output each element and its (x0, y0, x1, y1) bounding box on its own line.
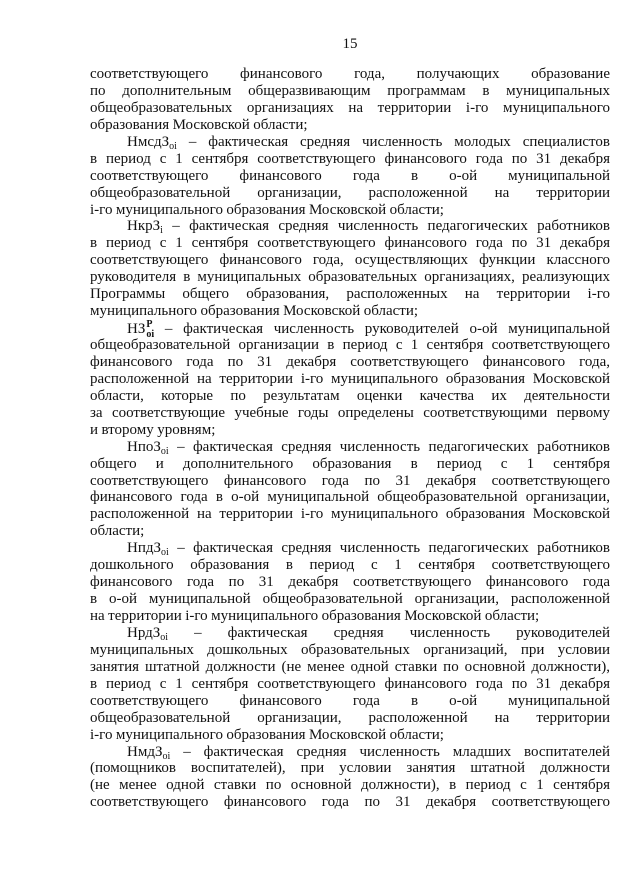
paragraph-continuation (90, 66, 610, 134)
text-line (90, 151, 610, 168)
line-text: – фактическая численность руководителей о-ой муниципальной (164, 321, 610, 338)
line-text: общеобразовательной организации в период с 1 сентября соответствующего (90, 337, 610, 353)
definition-young-specialists (90, 134, 610, 219)
definition-class-teachers (90, 218, 610, 320)
line-text: общеобразовательной организации, расположенной на территории (90, 709, 610, 726)
symbol-base: НмсдЗ (127, 133, 170, 150)
text-line (90, 659, 610, 676)
line-text: в период с 1 сентября соответствующего финансового года по 31 декабря (90, 675, 610, 692)
text-line (90, 388, 610, 405)
text-line (90, 303, 610, 320)
line-text: в период с 1 сентября соответствующего финансового года по 31 декабря (90, 235, 610, 252)
line-text: i-го муниципального образования Московской области; (90, 201, 444, 218)
text-line (90, 489, 610, 506)
symbol-subscript: оi (169, 140, 177, 152)
text-line (90, 319, 610, 341)
line-text: руководителя в муниципальных образовательных организациях, реализующих (90, 269, 610, 286)
line-text: образования Московской области; (90, 116, 308, 133)
line-text: соответствующего финансового года в о-ой муниципальной (90, 167, 610, 184)
formula-symbol (127, 134, 177, 150)
formula-symbol (127, 218, 163, 237)
line-text: общеобразовательных организациях на территории i-го муниципального (90, 99, 610, 116)
text-line (90, 422, 610, 439)
line-text: области, которые по результатам оценки качества их деятельности (90, 387, 610, 404)
symbol-base: НпдЗ (127, 540, 162, 557)
line-text: муниципального образования Московской области; (90, 303, 419, 320)
text-line (90, 693, 610, 710)
line-text: – фактическая средняя численность руководителей (194, 624, 610, 641)
line-text: по дополнительным общеразвивающим программам в муниципальных (90, 82, 610, 99)
text-line (90, 760, 610, 777)
text-line (90, 83, 610, 100)
symbol-base: НрдЗ (127, 624, 161, 641)
text-line (90, 252, 610, 269)
line-text: Программы общего образования, расположенных на территории i-го (90, 286, 610, 303)
text-line (90, 405, 610, 422)
definition-junior-educators (90, 744, 610, 812)
line-text: i-го муниципального образования Московской области; (90, 726, 444, 743)
symbol-base: НкрЗ (127, 218, 161, 235)
line-text: области; (90, 523, 145, 540)
symbol-subscript: оi (160, 631, 169, 643)
text-line (90, 456, 610, 473)
text-line (90, 202, 610, 219)
text-line (90, 134, 610, 151)
line-text: дошкольного образования в период с 1 сентября соответствующего (90, 557, 610, 574)
text-line (90, 540, 610, 557)
symbol-subscript: оi (146, 329, 155, 341)
text-line (90, 608, 610, 625)
text-line (90, 439, 610, 456)
text-line (90, 676, 610, 693)
definition-preschool-heads (90, 625, 610, 744)
text-line (90, 168, 610, 185)
symbol-base: НмдЗ (127, 743, 163, 760)
line-text: соответствующего финансового года по 31 декабря соответствующего (90, 472, 610, 489)
symbol-subscript: оi (160, 445, 169, 457)
text-line (90, 286, 610, 303)
line-text: в о-ой муниципальной общеобразовательной организации, расположенной (90, 591, 610, 608)
line-text: финансового года в о-ой муниципальной общеобразовательной организации, (90, 489, 610, 506)
line-text: соответствующего финансового года по 31 декабря соответствующего (90, 794, 610, 811)
definition-school-heads (90, 320, 610, 439)
text-line (90, 185, 610, 202)
formula-symbol (127, 439, 169, 455)
symbol-base: НпоЗ (127, 438, 161, 455)
line-text: – фактическая средняя численность младших воспитателей (183, 743, 610, 760)
line-text: финансового года по 31 декабря соответствующего финансового года, (90, 353, 610, 370)
definition-general-ed-teachers (90, 439, 610, 541)
text-line (90, 591, 610, 608)
text-line (90, 269, 610, 286)
text-line (90, 371, 610, 388)
text-line (90, 557, 610, 574)
line-text: расположенной на территории i-го муниципального образования Московской (90, 370, 610, 387)
text-line (90, 117, 610, 134)
line-text: – фактическая средняя численность педагогических работников (172, 218, 610, 235)
line-text: – фактическая средняя численность педагогических работников (177, 540, 610, 557)
line-text: (не менее одной ставки по основной должности), в период с 1 сентября (90, 777, 610, 794)
formula-symbol (127, 744, 170, 760)
formula-symbol (127, 319, 155, 341)
text-line (90, 66, 610, 83)
line-text: расположенной на территории i-го муниципального образования Московской (90, 506, 610, 523)
line-text: за соответствующие учебные годы определены соответствующими первому (90, 404, 610, 421)
line-text: (помощников воспитателей), при условии занятия штатной должности (90, 760, 610, 777)
line-text: на территории i-го муниципального образования Московской области; (90, 608, 540, 624)
line-text: общеобразовательной организации, расположенной на территории (90, 184, 610, 201)
text-line (90, 218, 610, 235)
line-text: и второму уровням; (90, 421, 216, 438)
line-text: общего и дополнительного образования в период с 1 сентября (90, 455, 610, 472)
text-line (90, 337, 610, 354)
line-text: – фактическая средняя численность педагогических работников (177, 438, 610, 455)
page-number: 15 (342, 36, 358, 52)
line-text: – фактическая средняя численность молодых специалистов (188, 133, 611, 150)
line-text: соответствующего финансового года, осуществляющих функции классного (90, 252, 610, 269)
text-line (90, 642, 610, 659)
text-line (90, 744, 610, 761)
text-line (90, 574, 610, 591)
line-text: муниципальных дошкольных образовательных организаций, при условии (90, 641, 610, 658)
symbol-base: НЗ (127, 321, 146, 338)
text-line (90, 523, 610, 540)
symbol-subscript: оi (161, 547, 169, 559)
document-body (90, 66, 610, 811)
definition-preschool-teachers (90, 540, 610, 625)
line-text: соответствующего финансового года, получающих образование (90, 66, 610, 82)
text-line (90, 473, 610, 490)
text-line (90, 777, 610, 794)
formula-symbol (127, 625, 168, 641)
text-line (90, 710, 610, 727)
line-text: соответствующего финансового года в о-ой муниципальной (90, 692, 610, 709)
text-line (90, 625, 610, 642)
text-line (90, 354, 610, 371)
text-line (90, 235, 610, 252)
symbol-superscript: Р (146, 319, 153, 331)
text-line (90, 794, 610, 811)
symbol-subscript: i (160, 225, 163, 237)
symbol-subscript: оi (162, 750, 171, 762)
text-line (90, 100, 610, 117)
line-text: в период с 1 сентября соответствующего финансового года по 31 декабря (90, 150, 610, 167)
text-line (90, 727, 610, 744)
line-text: занятия штатной должности (не менее одной ставки по основной должности), (90, 658, 610, 675)
line-text: финансового года по 31 декабря соответствующего финансового года (90, 574, 610, 591)
text-line (90, 506, 610, 523)
formula-symbol (127, 540, 169, 559)
